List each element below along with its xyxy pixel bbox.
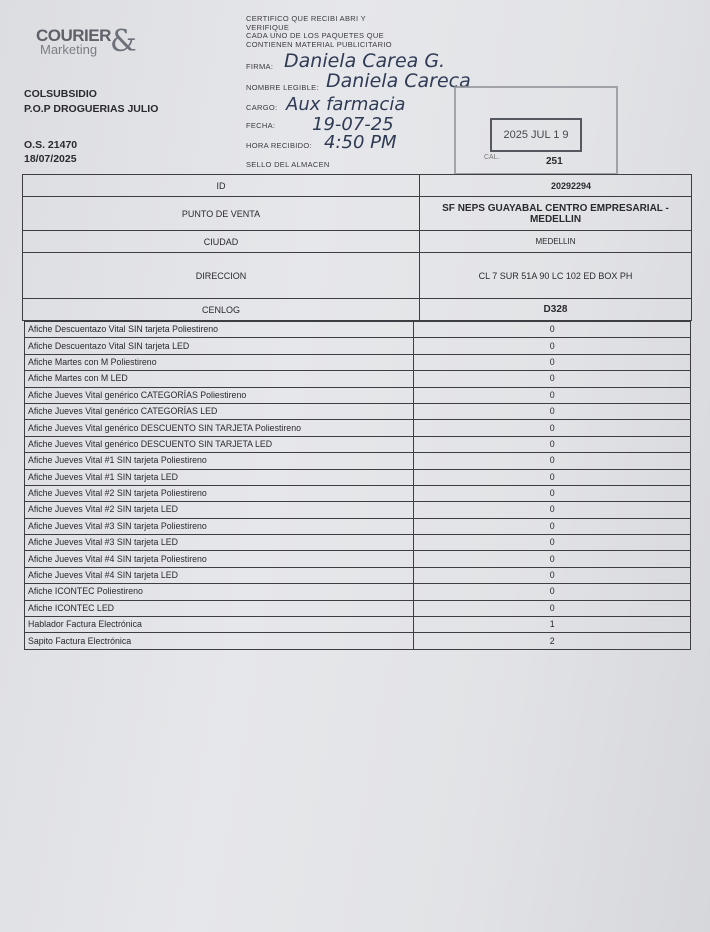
item-name: Afiche Jueves Vital #2 SIN tarjeta Poliestireno bbox=[25, 485, 414, 501]
client-name: COLSUBSIDIO bbox=[24, 88, 97, 100]
item-name: Afiche Descuentazo Vital SIN tarjeta LED bbox=[25, 338, 414, 354]
stamp-cal-label: CAL. bbox=[484, 154, 500, 161]
item-quantity: 0 bbox=[414, 403, 691, 419]
table-row bbox=[25, 322, 691, 338]
cert-line: CONTIENEN MATERIAL PUBLICITARIO bbox=[246, 39, 392, 49]
direccion-value: CL 7 SUR 51A 90 LC 102 ED BOX PH bbox=[420, 253, 692, 299]
sello-label: SELLO DEL ALMACEN bbox=[246, 160, 330, 169]
direccion-label: DIRECCION bbox=[23, 253, 420, 299]
item-name: Afiche Jueves Vital genérico DESCUENTO SIN TARJETA LED bbox=[25, 436, 414, 452]
table-row bbox=[25, 338, 691, 354]
item-name: Afiche Jueves Vital #4 SIN tarjeta LED bbox=[25, 567, 414, 583]
item-quantity: 0 bbox=[414, 322, 691, 338]
hora-label: HORA RECIBIDO: bbox=[246, 141, 312, 150]
cenlog-label: CENLOG bbox=[23, 299, 420, 321]
item-name: Afiche Jueves Vital genérico DESCUENTO SIN TARJETA Poliestireno bbox=[25, 420, 414, 436]
client-pop: P.O.P DROGUERIAS JULIO bbox=[24, 103, 159, 115]
table-row bbox=[25, 485, 691, 501]
item-quantity: 0 bbox=[414, 485, 691, 501]
item-quantity: 0 bbox=[414, 453, 691, 469]
item-name: Afiche Jueves Vital #4 SIN tarjeta Poliestireno bbox=[25, 551, 414, 567]
cert-line: CADA UNO DE LOS PAQUETES QUE bbox=[246, 31, 384, 40]
ciudad-value: MEDELLIN bbox=[420, 231, 692, 253]
item-quantity: 0 bbox=[414, 436, 691, 452]
table-row bbox=[25, 518, 691, 534]
fecha-value: 19-07-25 bbox=[312, 114, 394, 135]
item-quantity: 0 bbox=[414, 387, 691, 403]
firma-signature: Daniela Carea G. bbox=[284, 50, 446, 72]
logo-brand: COURIER bbox=[36, 26, 111, 45]
item-quantity: 0 bbox=[414, 502, 691, 518]
items-table bbox=[24, 321, 691, 650]
item-name: Afiche Jueves Vital genérico CATEGORÍAS Poliestireno bbox=[25, 387, 414, 403]
punto-value: SF NEPS GUAYABAL CENTRO EMPRESARIAL - MEDELLIN bbox=[420, 197, 692, 231]
hora-value: 4:50 PM bbox=[324, 132, 397, 153]
cert-line: VERIFIQUE bbox=[246, 22, 290, 32]
item-quantity: 0 bbox=[414, 338, 691, 354]
table-row bbox=[25, 633, 691, 649]
delivery-header-table bbox=[22, 174, 692, 321]
table-row bbox=[25, 535, 691, 551]
cert-line: CERTIFICO QUE RECIBI ABRI Y bbox=[246, 14, 366, 23]
table-row bbox=[25, 420, 691, 436]
cargo-label: CARGO: bbox=[246, 103, 278, 112]
item-quantity: 0 bbox=[414, 420, 691, 436]
item-name: Sapito Factura Electrónica bbox=[25, 633, 414, 649]
stamp-number: 251 bbox=[546, 156, 563, 167]
table-row bbox=[25, 387, 691, 403]
certificate-text bbox=[246, 15, 392, 49]
item-name: Afiche ICONTEC LED bbox=[25, 600, 414, 616]
item-name: Afiche Martes con M LED bbox=[25, 371, 414, 387]
table-row bbox=[25, 371, 691, 387]
nombre-value: Daniela Careca bbox=[326, 70, 471, 92]
stamp-date: 2025 JUL 1 9 bbox=[490, 118, 582, 152]
firma-label: FIRMA: bbox=[246, 62, 274, 71]
table-row bbox=[25, 617, 691, 633]
item-name: Afiche Descuentazo Vital SIN tarjeta Poliestireno bbox=[25, 322, 414, 338]
item-quantity: 2 bbox=[414, 633, 691, 649]
item-name: Afiche Jueves Vital #3 SIN tarjeta Poliestireno bbox=[25, 518, 414, 534]
nombre-label: NOMBRE LEGIBLE: bbox=[246, 83, 319, 92]
courier-marketing-logo bbox=[36, 24, 137, 59]
item-name: Afiche Jueves Vital #3 SIN tarjeta LED bbox=[25, 535, 414, 551]
item-name: Afiche ICONTEC Poliestireno bbox=[25, 584, 414, 600]
table-row bbox=[25, 453, 691, 469]
item-name: Afiche Jueves Vital #2 SIN tarjeta LED bbox=[25, 502, 414, 518]
fecha-label: FECHA: bbox=[246, 121, 276, 130]
item-name: Afiche Martes con M Poliestireno bbox=[25, 354, 414, 370]
table-row bbox=[25, 551, 691, 567]
item-quantity: 0 bbox=[414, 584, 691, 600]
item-name: Afiche Jueves Vital genérico CATEGORÍAS LED bbox=[25, 403, 414, 419]
logo-ampersand: & bbox=[110, 24, 137, 59]
item-quantity: 0 bbox=[414, 354, 691, 370]
item-name: Afiche Jueves Vital #1 SIN tarjeta LED bbox=[25, 469, 414, 485]
item-quantity: 0 bbox=[414, 371, 691, 387]
item-quantity: 1 bbox=[414, 617, 691, 633]
cenlog-value: D328 bbox=[420, 299, 692, 321]
cargo-value: Aux farmacia bbox=[286, 94, 406, 115]
table-row bbox=[25, 600, 691, 616]
item-name: Afiche Jueves Vital #1 SIN tarjeta Poliestireno bbox=[25, 453, 414, 469]
client-block bbox=[24, 87, 158, 117]
table-row bbox=[25, 354, 691, 370]
item-name: Hablador Factura Electrónica bbox=[25, 617, 414, 633]
table-row bbox=[25, 567, 691, 583]
item-quantity: 0 bbox=[414, 600, 691, 616]
order-number: O.S. 21470 bbox=[24, 139, 78, 151]
punto-label: PUNTO DE VENTA bbox=[23, 197, 420, 231]
item-quantity: 0 bbox=[414, 551, 691, 567]
item-quantity: 0 bbox=[414, 518, 691, 534]
table-row bbox=[25, 403, 691, 419]
table-row bbox=[25, 584, 691, 600]
ciudad-label: CIUDAD bbox=[23, 231, 420, 253]
item-quantity: 0 bbox=[414, 567, 691, 583]
order-date: 18/07/2025 bbox=[24, 153, 77, 165]
logo-sub: Marketing bbox=[40, 42, 98, 57]
table-row bbox=[25, 469, 691, 485]
item-quantity: 0 bbox=[414, 469, 691, 485]
table-row bbox=[25, 436, 691, 452]
order-block bbox=[24, 138, 77, 166]
item-quantity: 0 bbox=[414, 535, 691, 551]
table-row bbox=[25, 502, 691, 518]
id-label: ID bbox=[23, 175, 420, 197]
id-value: 20292294 bbox=[420, 175, 692, 197]
